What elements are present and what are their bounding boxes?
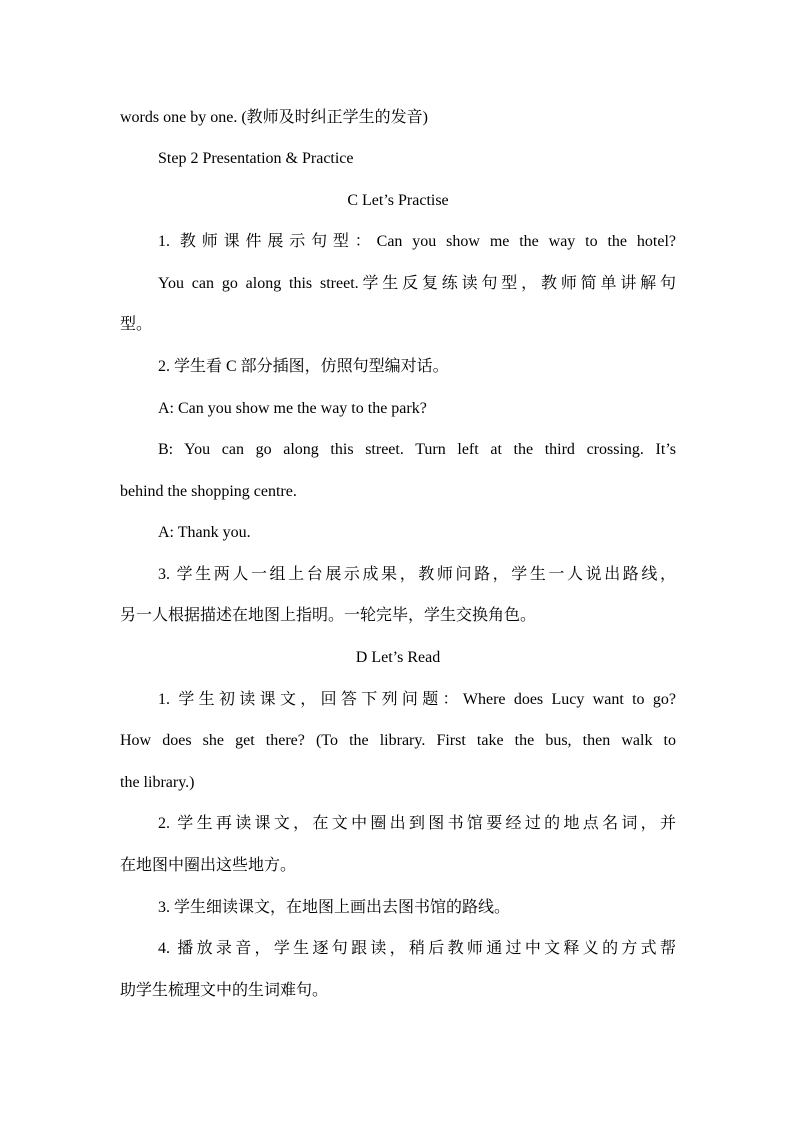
reading-item-1-continuation: How does she get there? (To the library. First take the bus, then walk to [120, 732, 676, 749]
practice-item-3: 3. 学生两人一组上台展示成果，教师问路，学生一人说出路线， [158, 566, 676, 583]
reading-item-4: 4. 播放录音，学生逐句跟读，稍后教师通过中文释义的方式帮 [158, 940, 676, 957]
reading-item-3: 3. 学生细读课文，在地图上画出去图书馆的路线。 [158, 899, 511, 916]
dialogue-line-b-continuation: behind the shopping centre. [120, 483, 297, 500]
section-heading-d: D Let’s Read [355, 649, 441, 666]
practice-item-2: 2. 学生看 C 部分插图，仿照句型编对话。 [158, 358, 449, 375]
practice-item-1-end: 型。 [120, 316, 153, 333]
paragraph-line-1: words one by one. (教师及时纠正学生的发音) [120, 109, 428, 126]
reading-item-2: 2. 学生再读课文，在文中圈出到图书馆要经过的地点名词，并 [158, 815, 676, 832]
dialogue-line-a-2: A: Thank you. [158, 524, 251, 541]
dialogue-line-b: B: You can go along this street. Turn left at the third crossing. It’s [158, 441, 676, 458]
practice-item-3-continuation: 另一人根据描述在地图上指明。一轮完毕，学生交换角色。 [120, 607, 537, 624]
practice-item-1: 1. 教师课件展示句型：Can you show me the way to the hotel? [158, 233, 676, 250]
practice-item-1-continuation: You can go along this street.学生反复练读句型，教师简单讲解句 [158, 275, 676, 292]
reading-item-2-continuation: 在地图中圈出这些地方。 [120, 857, 297, 874]
dialogue-line-a-1: A: Can you show me the way to the park? [158, 400, 427, 417]
step-heading: Step 2 Presentation & Practice [158, 150, 354, 167]
section-heading-c: C Let’s Practise [347, 192, 449, 209]
reading-item-1: 1. 学生初读课文，回答下列问题：Where does Lucy want to go? [158, 691, 676, 708]
reading-item-1-end: the library.) [120, 774, 195, 791]
reading-item-4-continuation: 助学生梳理文中的生词难句。 [120, 982, 329, 999]
